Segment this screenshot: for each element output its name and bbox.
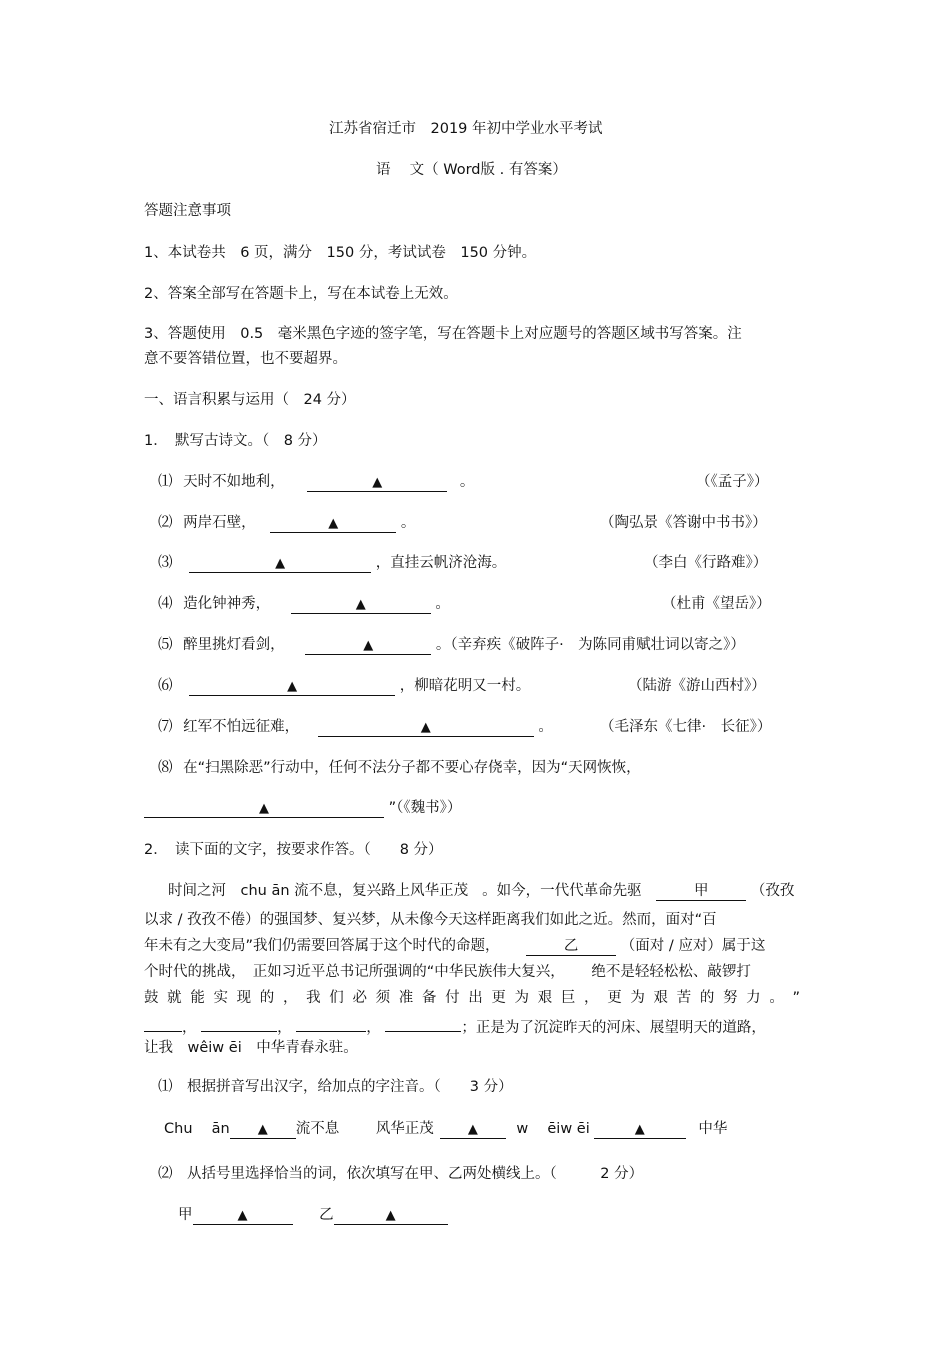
triangle-marker: ▲ [257,1122,268,1137]
page-title: 江苏省宿迁市 2019 年初中学业水平考试 [329,121,603,137]
q1-num: ⑷ [158,596,173,612]
passage-text: 时间之河 chu ān 流不息，复兴路上风华正茂 [168,883,469,899]
q1-item-2 [158,513,415,533]
q1-num: ⑴ [158,474,173,490]
q1-post: ，柳暗花明又一村。 [399,678,531,694]
answer-blank[interactable] [296,1013,366,1032]
q1-source-3: （李白《行路难》） [644,555,768,571]
q1-item-8-cont [144,798,461,818]
passage-line-3 [144,936,765,956]
passage-line-5: 鼓 就 能 实 现 的 ， 我 们 必 须 准 备 付 出 更 为 艰 巨 ， 更 为 艰 苦 的 努 力 。 ” [144,990,800,1006]
q1-source-1: （《孟子》） [696,474,769,490]
q1-num: ⑺ [158,719,173,735]
answer-blank[interactable] [594,1120,686,1139]
pinyin-weiwei: w ēiw ēi [516,1121,590,1137]
passage-line-2: 以求 / 孜孜不倦）的强国梦、复兴梦，从未像今天这样距离我们如此之近。然而，面对“百 [144,912,717,928]
q1-heading: 1． 默写古诗文。（ 8 分） [144,433,327,449]
triangle-marker: ▲ [467,1122,478,1137]
triangle-marker: ▲ [634,1122,645,1137]
triangle-marker: ▲ [385,1208,396,1223]
triangle-marker: ▲ [328,516,339,531]
q1-item-1 [158,472,474,492]
yi-label: 乙 [319,1207,334,1223]
triangle-marker: ▲ [275,556,286,571]
passage-text: ；正是为了沉淀昨天的河床、展望明天的道路， [461,1020,766,1036]
q1-post: ，直挂云帆济沧海。 [375,555,507,571]
q1-post: 。 [538,719,553,735]
q1-source-2: （陶弘景《答谢中书书》） [600,515,767,531]
notice-item-3: 3、答题使用 0.5 毫米黑色字迹的签字笔，写在答题卡上对应题号的答题区域书写答案。注 [144,326,742,342]
notice-item-3-cont: 意不要答错位置，也不要超界。 [144,351,347,367]
answer-blank[interactable] [189,677,395,696]
q1-item-3 [158,553,506,573]
answer-blank[interactable] [201,1013,277,1032]
comma-2: ， [277,1020,292,1036]
answer-blank[interactable] [193,1206,293,1225]
passage-text: （面对 / 应对）属于这 [620,938,766,954]
answer-blank[interactable] [144,1013,182,1032]
q2-sub2-heading: ⑵ 从括号里选择恰当的词，依次填写在甲、乙两处横线上。（ 2 分） [158,1166,644,1182]
answer-blank[interactable] [230,1120,296,1139]
answer-blank[interactable] [305,636,431,655]
triangle-marker: ▲ [372,475,383,490]
q1-pre: 在“扫黑除恶”行动中，任何不法分子都不要心存侥幸，因为“天网恢恢， [183,760,641,776]
answer-blank[interactable] [334,1206,448,1225]
phrase-text: 流不息 [295,1121,340,1137]
comma-1: ， [182,1020,197,1036]
q1-num: ⑹ [158,678,173,694]
notice-item-1: 1、本试卷共 6 页，满分 150 分，考试试卷 150 分钟。 [144,245,537,261]
q1-pre: 醉里挑灯看剑， [183,637,285,653]
answer-blank[interactable] [270,514,396,533]
answer-blank[interactable] [189,554,371,573]
q1-source-7: （毛泽东《七律· 长征》） [600,719,772,735]
answer-blank[interactable] [385,1013,461,1032]
q2-sub1-answers [164,1119,727,1139]
q1-post: 。 [400,515,416,531]
comma-3: ， [366,1020,381,1036]
q1-pre: 天时不如地利， [183,474,285,490]
passage-line-1 [168,881,794,901]
q1-item-8 [158,758,641,778]
q1-item-5 [158,635,745,655]
jia-label: 甲 [178,1207,193,1223]
q1-pre: 造化钟神秀， [183,596,271,612]
passage-text: （孜孜 [750,883,795,899]
q1-pre: 红军不怕远征难， [183,719,300,735]
q1-post: 。 [459,474,475,490]
answer-blank[interactable] [291,595,431,614]
triangle-marker: ▲ [237,1208,248,1223]
answer-blank-yi[interactable] [526,937,616,956]
q1-item-6 [158,676,530,696]
q1-num: ⑵ [158,515,173,531]
passage-text: 年未有之大变局”我们仍需要回答属于这个时代的命题， [144,938,500,954]
passage-text: 绝不是轻轻松松、敲锣打 [591,964,751,980]
q1-item-4 [158,594,450,614]
q2-heading: 2． 读下面的文字，按要求作答。（ 8 分） [144,842,443,858]
page-subtitle: 语 文（ Word版 . 有答案） [376,162,567,178]
triangle-marker: ▲ [420,720,431,735]
answer-blank[interactable] [318,718,534,737]
q1-item-7 [158,717,553,737]
q1-num: ⑶ [158,555,173,571]
passage-text: 个时代的挑战， 正如习近平总书记所强调的“中华民族伟大复兴， [144,964,565,980]
answer-blank[interactable] [440,1120,506,1139]
notice-item-2: 2、答案全部写在答题卡上，写在本试卷上无效。 [144,286,458,302]
phrase-text: 风华正茂 [375,1121,434,1137]
blank-label: 甲 [694,883,709,899]
q2-sub2-answers [178,1205,448,1225]
section-heading: 一、语言积累与运用（ 24 分） [144,392,356,408]
q1-source-6: （陆游《游山西村》） [628,678,766,694]
notice-heading: 答题注意事项 [144,203,231,219]
q1-num: ⑸ [158,637,173,653]
triangle-marker: ▲ [259,801,269,816]
answer-blank-jia[interactable] [656,882,746,901]
triangle-marker: ▲ [287,679,298,694]
pinyin-chuan: Chu ān [164,1121,230,1137]
phrase-text: 中华 [698,1121,728,1137]
q1-pre: 两岸石壁， [183,515,256,531]
triangle-marker: ▲ [363,638,374,653]
passage-line-7: 让我 wêiw ēi 中华青春永驻。 [144,1040,358,1056]
passage-text: 。如今，一代代革命先驱 [482,883,642,899]
passage-line-4 [144,962,751,982]
answer-blank[interactable] [144,799,384,818]
q1-num: ⑻ [158,760,173,776]
q1-post: 。（辛弃疾《破阵子· 为陈同甫赋壮词以寄之》） [435,637,745,653]
q1-post: 。 [435,596,450,612]
answer-blank[interactable] [307,473,447,492]
passage-line-6 [144,1013,766,1038]
blank-label: 乙 [563,938,579,954]
q1-post: ”（《魏书》） [388,800,462,816]
q2-sub1-heading: ⑴ 根据拼音写出汉字，给加点的字注音。（ 3 分） [158,1079,513,1095]
q1-source-4: （杜甫《望岳》） [662,596,771,612]
triangle-marker: ▲ [355,597,366,612]
